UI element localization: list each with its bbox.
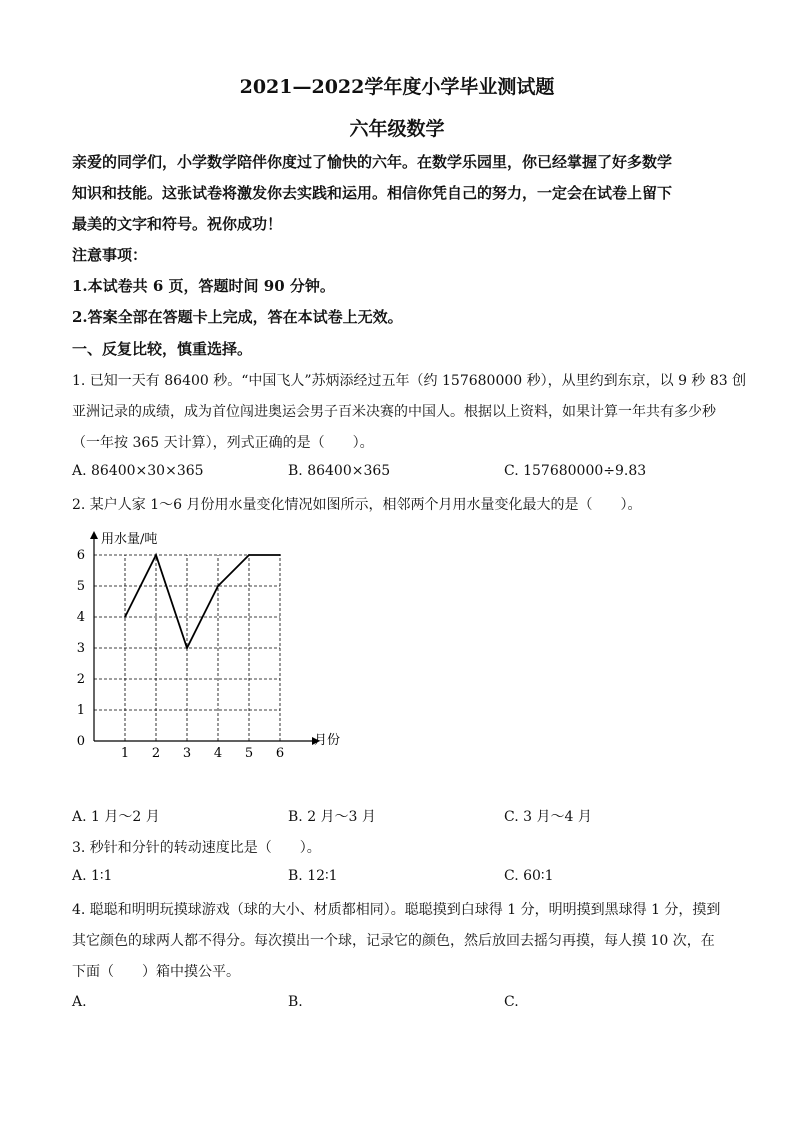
notes-heading: 注意事项： xyxy=(72,246,148,264)
section-heading: 一、反复比较，慎重选择。 xyxy=(72,340,253,358)
y-tick-label: 4 xyxy=(76,610,85,625)
q4-option-b: B. xyxy=(288,994,303,1010)
q1-line-1: 1. 已知一天有 86400 秒。“中国飞人”苏炳添经过五年（约 157680000 秒），从里约到东京，以 9 秒 83 创 xyxy=(72,373,747,389)
x-axis-label: 月份 xyxy=(314,733,341,748)
data-point xyxy=(279,554,281,556)
q1-option-c: C. 157680000÷9.83 xyxy=(504,463,647,479)
exam-title: 2021—2022学年度小学毕业测试题 xyxy=(239,76,555,98)
series-line xyxy=(125,555,280,648)
x-tick-label: 4 xyxy=(213,746,223,757)
data-point xyxy=(124,616,126,618)
y-axis-label: 用水量/吨 xyxy=(101,532,158,547)
q1-line-2: 亚洲记录的成绩，成为首位闯进奥运会男子百米决赛的中国人。根据以上资料，如果计算一年共有多少秒 xyxy=(72,404,716,420)
q1-option-a: A. 86400×30×365 xyxy=(72,463,204,479)
q1-option-b: B. 86400×365 xyxy=(288,463,391,479)
notes-item-2: 2.答案全部在答题卡上完成，答在本试卷上无效。 xyxy=(72,308,403,326)
q3-stem: 3. 秒针和分针的转动速度比是（ ）。 xyxy=(72,840,321,856)
intro-line-2: 知识和技能。这张试卷将激发你去实践和运用。相信你凭自己的努力，一定会在试卷上留下 xyxy=(72,184,673,202)
x-tick-label: 1 xyxy=(120,746,130,757)
x-tick-label: 2 xyxy=(151,746,161,757)
q3-option-c: C. 60∶1 xyxy=(504,868,554,884)
q2-option-c: C. 3 月～4 月 xyxy=(504,809,592,825)
y-tick-label: 6 xyxy=(76,548,85,563)
y-tick-label: 0 xyxy=(76,734,85,749)
y-tick-label: 5 xyxy=(76,579,85,594)
x-tick-label: 3 xyxy=(182,746,192,757)
chart-tick-labels xyxy=(77,548,284,757)
exam-subtitle: 六年级数学 xyxy=(349,118,445,140)
data-point xyxy=(248,554,250,556)
y-axis-arrow xyxy=(90,531,98,539)
x-tick-label: 5 xyxy=(244,746,254,757)
q4-line-3: 下面（ ）箱中摸公平。 xyxy=(72,964,240,980)
y-tick-label: 1 xyxy=(76,703,85,718)
x-tick-label: 6 xyxy=(275,746,285,757)
q2-option-a: A. 1 月～2 月 xyxy=(72,809,160,825)
q2-stem: 2. 某户人家 1～6 月份用水量变化情况如图所示，相邻两个月用水量变化最大的是（ ）。 xyxy=(72,497,642,513)
q3-option-a: A. 1∶1 xyxy=(72,868,113,884)
q4-line-1: 4. 聪聪和明明玩摸球游戏（球的大小、材质都相同）。聪聪摸到白球得 1 分，明明摸到黑球得 1 分，摸到 xyxy=(72,902,721,918)
y-tick-label: 3 xyxy=(76,641,85,656)
water-usage-line-chart xyxy=(70,522,360,757)
q4-option-c: C. xyxy=(504,994,519,1010)
y-tick-label: 2 xyxy=(76,672,85,687)
data-point xyxy=(155,554,157,556)
data-point xyxy=(186,647,188,649)
data-point xyxy=(217,585,219,587)
q2-option-b: B. 2 月～3 月 xyxy=(288,809,376,825)
intro-line-1: 亲爱的同学们，小学数学陪伴你度过了愉快的六年。在数学乐园里，你已经掌握了好多数学 xyxy=(72,153,673,171)
q4-option-a: A. xyxy=(72,994,87,1010)
intro-line-3: 最美的文字和符号。祝你成功！ xyxy=(72,215,283,233)
chart-series xyxy=(124,554,281,649)
notes-item-1: 1.本试卷共 6 页，答题时间 90 分钟。 xyxy=(72,277,335,295)
chart-axes xyxy=(90,531,320,745)
q1-line-3: （一年按 365 天计算），列式正确的是（ ）。 xyxy=(72,435,374,451)
q3-option-b: B. 12∶1 xyxy=(288,868,338,884)
q4-line-2: 其它颜色的球两人都不得分。每次摸出一个球，记录它的颜色，然后放回去摇匀再摸，每人摸 10 次，在 xyxy=(72,933,715,949)
